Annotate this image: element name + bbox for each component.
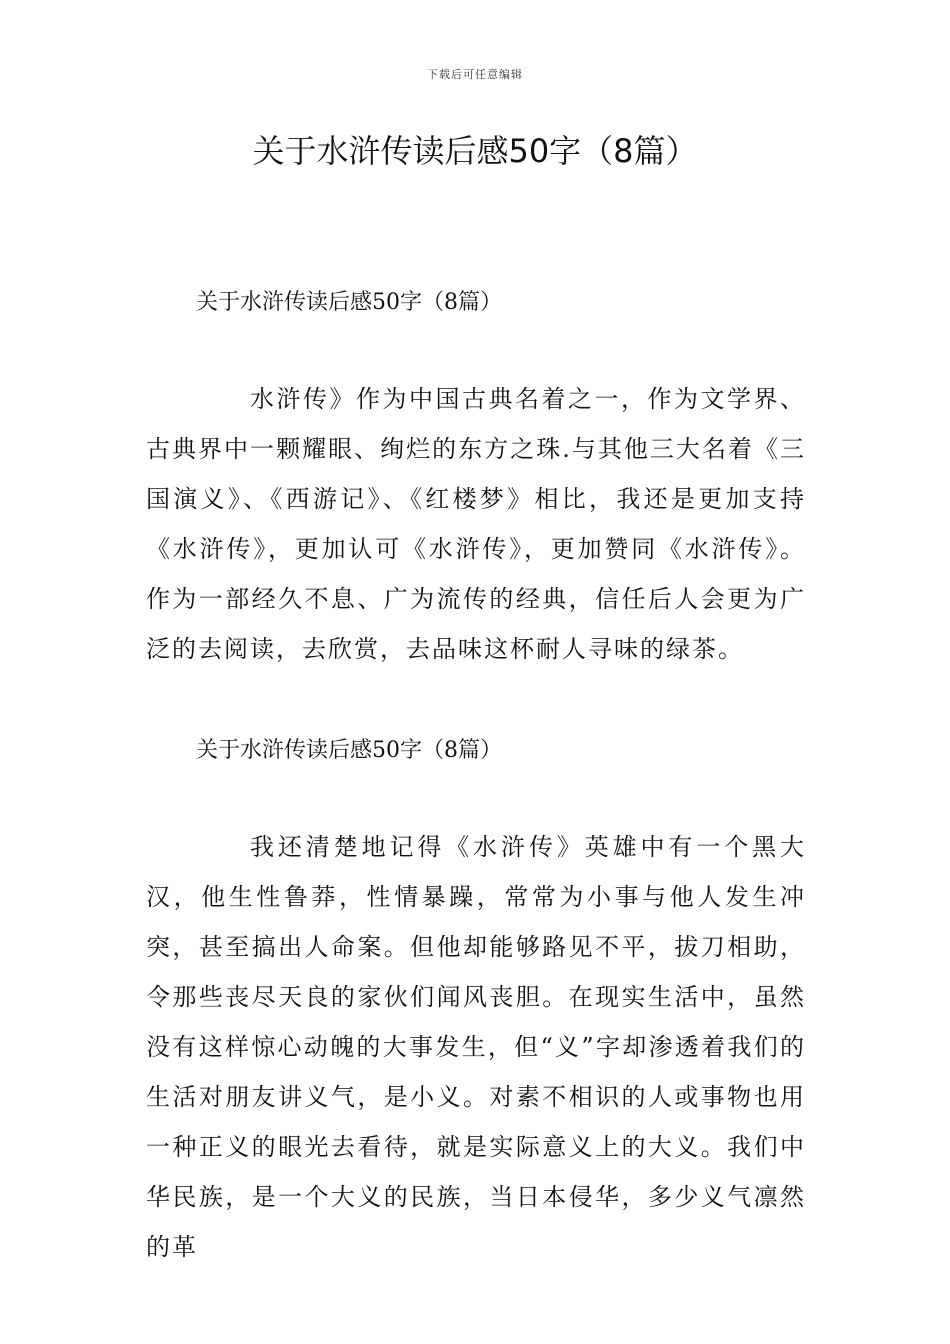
section-heading-2: 关于水浒传读后感50字（8篇） — [196, 738, 502, 763]
section-body-1: 水浒传》作为中国古典名着之一，作为文学界、古典界中一颗耀眼、绚烂的东方之珠.与其他三大名着《三国演义》、《西游记》、《红楼梦》相比，我还是更加支持《水浒传》，更加认可《水浒传》，更加赞同《水浒传》。作为一部经久不息、广为流传的经典，信任后人会更为广泛的去阅读，去欣赏，去品味这杯耐人寻味的绿茶。 — [146, 385, 806, 663]
header-note: 下载后可任意编辑 — [427, 68, 523, 81]
section-heading-1: 关于水浒传读后感50字（8篇） — [196, 290, 502, 315]
section-body-2: 我还清楚地记得《水浒传》英雄中有一个黑大汉，他生性鲁莽，性情暴躁，常常为小事与他人发生冲突，甚至搞出人命案。但他却能够路见不平，拔刀相助，令那些丧尽天良的家伙们闻风丧胆。在现实生活中，虽然没有这样惊心动魄的大事发生，但“义”字却渗透着我们的生活对朋友讲义气，是小义。对素不相识的人或事物也用一种正义的眼光去看待，就是实际意义上的大义。我们中华民族，是一个大义的民族，当日本侵华，多少义气凛然的革 — [146, 833, 806, 1261]
document-title: 关于水浒传读后感50字（8篇） — [252, 132, 698, 170]
